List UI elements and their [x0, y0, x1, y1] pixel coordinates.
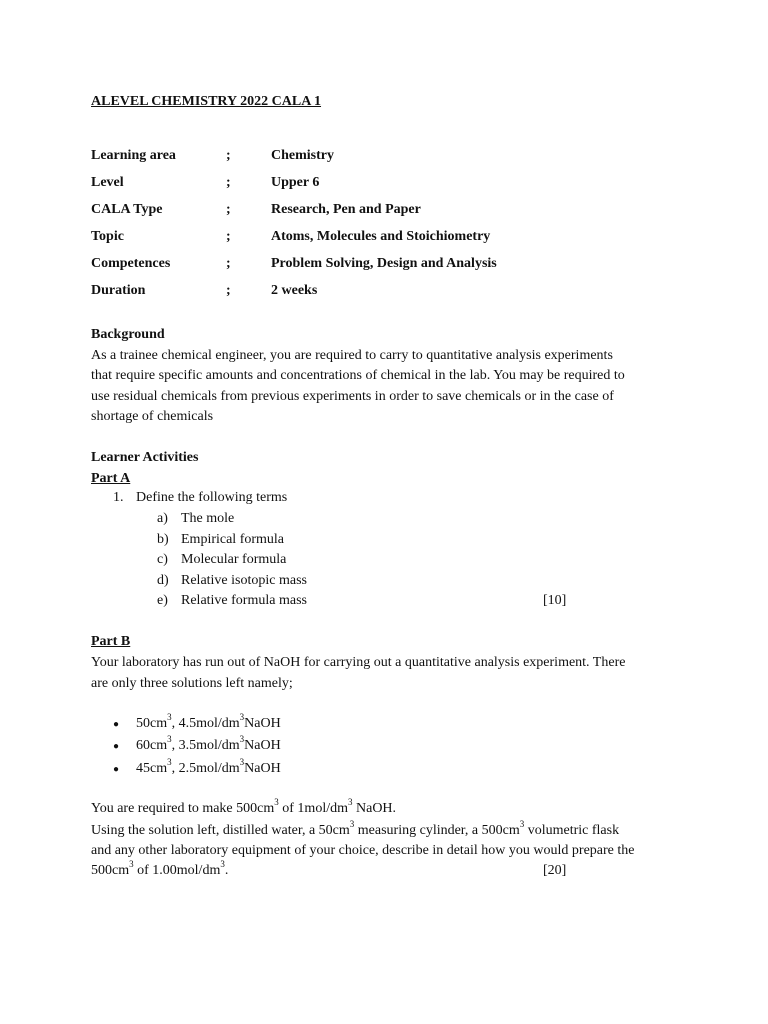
- info-value: 2 weeks: [271, 283, 318, 298]
- info-value: Upper 6: [271, 175, 320, 190]
- question-text: Define the following terms: [136, 490, 288, 505]
- info-value: Chemistry: [271, 148, 334, 163]
- item-letter: c): [157, 552, 168, 567]
- section-heading: Learner Activities: [91, 450, 199, 465]
- list-item: $45cm^3$, $2.5mol/dm^3NaOH$: [136, 757, 281, 776]
- section-heading: Background: [91, 327, 165, 342]
- item-letter: d): [157, 573, 169, 588]
- info-separator: ;: [226, 148, 231, 163]
- paragraph-line: that require specific amounts and concentrations of chemical in the lab. You may be required to: [91, 368, 625, 383]
- paragraph-line: You are required to make $500cm^3$ of $1mol/dm^3$ NaOH.: [91, 797, 397, 816]
- info-separator: ;: [226, 283, 231, 298]
- info-label: Competences: [91, 256, 171, 271]
- paragraph-line: Using the solution left, distilled water, a $50cm^3$ measuring cylinder, a $500cm^3$ volumetric flask: [91, 819, 620, 838]
- paragraph-line: use residual chemicals from previous experiments in order to save chemicals or in the case of: [91, 389, 614, 404]
- item-text: Relative isotopic mass: [181, 573, 307, 588]
- paragraph-line: are only three solutions left namely;: [91, 676, 293, 691]
- info-label: Learning area: [91, 148, 176, 163]
- list-item: $50cm^3$, $4.5mol/dm^3NaOH$: [136, 712, 281, 731]
- part-b-heading: Part B: [91, 634, 131, 649]
- info-label: Duration: [91, 283, 146, 298]
- part-a-heading: Part A: [91, 471, 131, 486]
- bullet-icon: ●: [113, 741, 120, 752]
- item-text: The mole: [181, 511, 235, 526]
- info-value: Research, Pen and Paper: [271, 202, 421, 217]
- document-title: ALEVEL CHEMISTRY 2022 CALA 1: [91, 94, 322, 109]
- paragraph-line: shortage of chemicals: [91, 409, 214, 424]
- info-label: Topic: [91, 229, 124, 244]
- question-number: 1.: [113, 490, 124, 505]
- marks-label: [20]: [543, 863, 567, 878]
- info-separator: ;: [226, 202, 231, 217]
- info-value: Atoms, Molecules and Stoichiometry: [271, 229, 491, 244]
- paragraph-line: Your laboratory has run out of NaOH for carrying out a quantitative analysis experiment. There: [91, 655, 626, 670]
- item-text: Molecular formula: [181, 552, 287, 567]
- info-label: CALA Type: [91, 202, 163, 217]
- info-label: Level: [91, 175, 124, 190]
- info-separator: ;: [226, 175, 231, 190]
- paragraph-line: and any other laboratory equipment of your choice, describe in detail how you would prepare the: [91, 843, 635, 858]
- item-text: Empirical formula: [181, 532, 285, 547]
- marks-label: [10]: [543, 593, 567, 608]
- paragraph-line: As a trainee chemical engineer, you are required to carry to quantitative analysis experiments: [91, 348, 613, 363]
- item-text: Relative formula mass: [181, 593, 307, 608]
- item-letter: a): [157, 511, 168, 526]
- info-separator: ;: [226, 256, 231, 271]
- item-letter: e): [157, 593, 168, 608]
- info-separator: ;: [226, 229, 231, 244]
- list-item: $60cm^3$, $3.5mol/dm^3NaOH$: [136, 734, 281, 753]
- bullet-icon: ●: [113, 764, 120, 775]
- bullet-icon: ●: [113, 719, 120, 730]
- info-value: Problem Solving, Design and Analysis: [271, 256, 497, 271]
- paragraph-line: $500cm^3$ of $1.00mol/dm^3$.: [91, 859, 229, 878]
- item-letter: b): [157, 532, 169, 547]
